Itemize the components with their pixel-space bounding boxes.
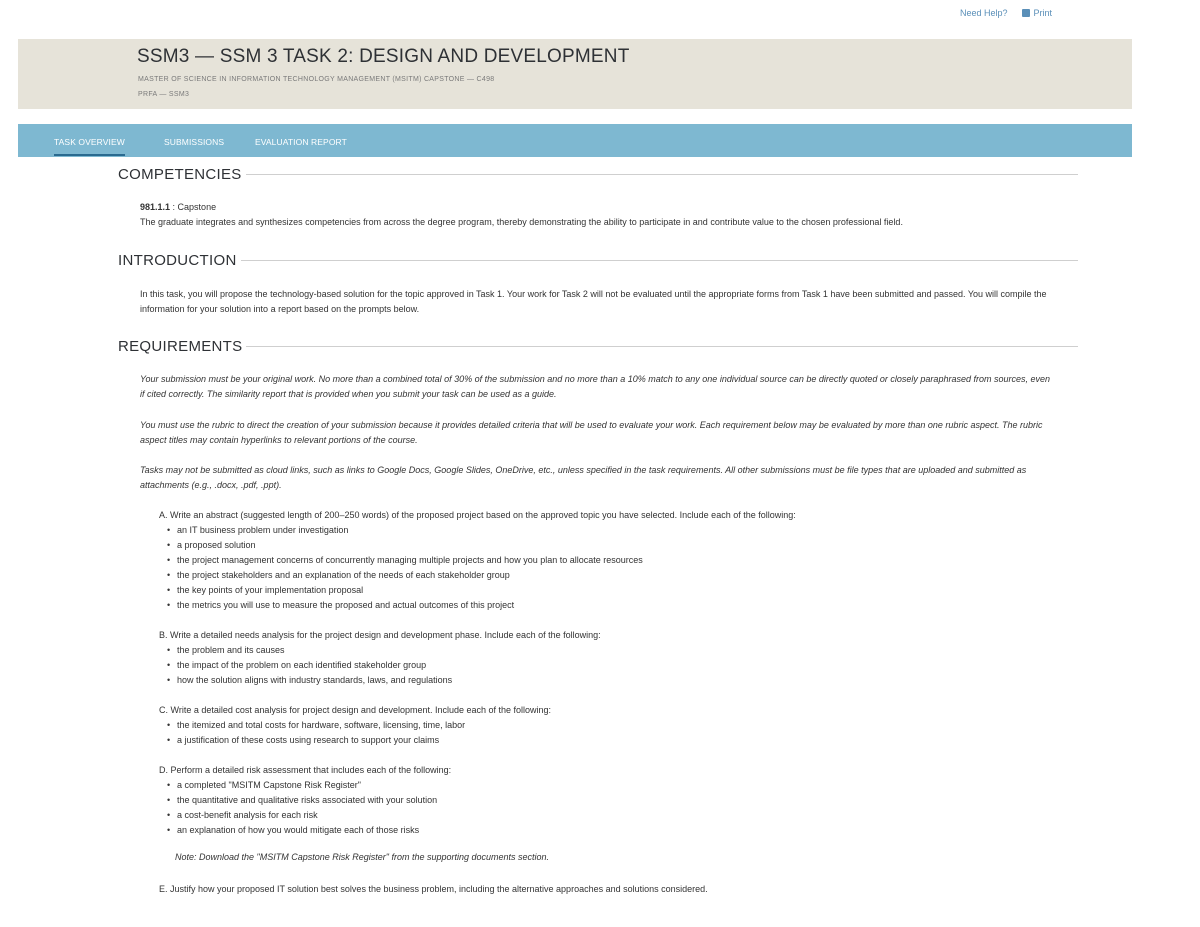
competency-description: The graduate integrates and synthesizes competencies from across the degree program, thereby demonstrating the ability to participate in and contribute value to the chosen professional field. <box>140 217 903 227</box>
page-title: SSM3 — SSM 3 TASK 2: DESIGN AND DEVELOPMENT <box>137 46 630 67</box>
list-item: • the project management concerns of concurrently managing multiple projects and how you plan to allocate resources <box>177 553 1039 568</box>
competency-title <box>140 200 1050 215</box>
requirements-title: REQUIREMENTS <box>118 338 243 355</box>
competencies-heading <box>118 166 1078 183</box>
competency-block <box>140 200 1050 230</box>
tab-task-overview[interactable]: TASK OVERVIEW <box>54 137 125 156</box>
introduction-title: INTRODUCTION <box>118 252 237 269</box>
risk-register-note: Note: Download the "MSITM Capstone Risk Register" from the supporting documents section. <box>175 852 550 862</box>
requirement-d-lead: D. Perform a detailed risk assessment that includes each of the following: <box>159 765 452 775</box>
requirement-e-lead: E. Justify how your proposed IT solution best solves the business problem, including the alternative approaches and solutions considered. <box>159 884 708 894</box>
divider <box>246 346 1078 347</box>
requirement-c-lead: C. Write a detailed cost analysis for project design and development. Include each of the following: <box>159 705 552 715</box>
print-label: Print <box>1033 8 1053 18</box>
divider <box>246 174 1078 175</box>
list-item: • a justification of these costs using research to support your claims <box>177 733 1039 748</box>
list-item: • the project stakeholders and an explanation of the needs of each stakeholder group <box>177 568 1039 583</box>
requirement-b-list <box>159 643 1039 688</box>
list-item: • a cost-benefit analysis for each risk <box>177 808 1039 823</box>
list-item: • how the solution aligns with industry standards, laws, and regulations <box>177 673 1039 688</box>
introduction-text: In this task, you will propose the technology-based solution for the topic approved in Task 1. Your work for Task 2 will not be evaluated until the appropriate forms from Task 1 have been submitted and passed. You will compile the information for your solution into a report based on the prompts below. <box>140 289 1047 314</box>
requirement-b <box>159 628 1039 688</box>
tab-bar <box>18 124 1132 157</box>
requirements-heading <box>118 338 1078 355</box>
list-item: • an explanation of how you would mitigate each of those risks <box>177 823 1039 838</box>
requirements-para-cloud-links: Tasks may not be submitted as cloud links, such as links to Google Docs, Google Slides, OneDrive, etc., unless specified in the task requirements. All other submissions must be file types that are uploaded and submitted as attachments (e.g., .docx, .pdf, .ppt). <box>140 465 1027 490</box>
list-item: • the quantitative and qualitative risks associated with your solution <box>177 793 1039 808</box>
competency-code: 981.1.1 <box>140 202 171 212</box>
requirement-b-lead: B. Write a detailed needs analysis for the project design and development phase. Include each of the following: <box>159 630 601 640</box>
list-item: • a completed "MSITM Capstone Risk Register" <box>177 778 1039 793</box>
list-item: • an IT business problem under investigation <box>177 523 1039 538</box>
competencies-title: COMPETENCIES <box>118 166 242 183</box>
competency-name: Capstone <box>177 202 217 212</box>
requirement-a-lead: A. Write an abstract (suggested length of 200–250 words) of the proposed project based on the approved topic you have selected. Include each of the following: <box>159 510 796 520</box>
competency-separator: : <box>170 202 178 212</box>
print-link[interactable] <box>1022 8 1053 18</box>
tab-evaluation-report[interactable]: EVALUATION REPORT <box>255 137 347 147</box>
list-item: • the metrics you will use to measure the proposed and actual outcomes of this project <box>177 598 1039 613</box>
task-header <box>18 39 1132 109</box>
introduction-heading <box>118 252 1078 269</box>
requirement-e <box>159 882 1039 897</box>
requirement-d-list <box>159 778 1039 838</box>
list-item: • the impact of the problem on each identified stakeholder group <box>177 658 1039 673</box>
requirements-para-rubric: You must use the rubric to direct the creation of your submission because it provides detailed criteria that will be used to evaluate your work. Each requirement below may be evaluated by more than one rubric aspect. The rubric aspect titles may contain hyperlinks to relevant portions of the course. <box>140 420 1043 445</box>
printer-icon <box>1022 9 1030 17</box>
requirement-c-list <box>159 718 1039 748</box>
requirement-d <box>159 763 1039 838</box>
requirements-para-originality: Your submission must be your original work. No more than a combined total of 30% of the submission and no more than a 10% match to any one individual source can be directly quoted or closely paraphrased from sources, even if cited correctly. The similarity report that is provided when you submit your task can be used as a guide. <box>140 374 1050 399</box>
list-item: • the key points of your implementation proposal <box>177 583 1039 598</box>
list-item: • a proposed solution <box>177 538 1039 553</box>
top-links <box>960 8 1052 18</box>
tab-submissions[interactable]: SUBMISSIONS <box>164 137 225 147</box>
list-item: • the itemized and total costs for hardware, software, licensing, time, labor <box>177 718 1039 733</box>
requirement-a-list <box>159 523 1039 613</box>
task-prefix: PRFA — SSM3 <box>138 91 190 98</box>
program-name: MASTER OF SCIENCE IN INFORMATION TECHNOLOGY MANAGEMENT (MSITM) CAPSTONE — C498 <box>138 76 495 83</box>
list-item: • the problem and its causes <box>177 643 1039 658</box>
requirement-c <box>159 703 1039 748</box>
help-link[interactable]: Need Help? <box>960 8 1008 18</box>
requirement-a <box>159 508 1039 613</box>
divider <box>241 260 1078 261</box>
